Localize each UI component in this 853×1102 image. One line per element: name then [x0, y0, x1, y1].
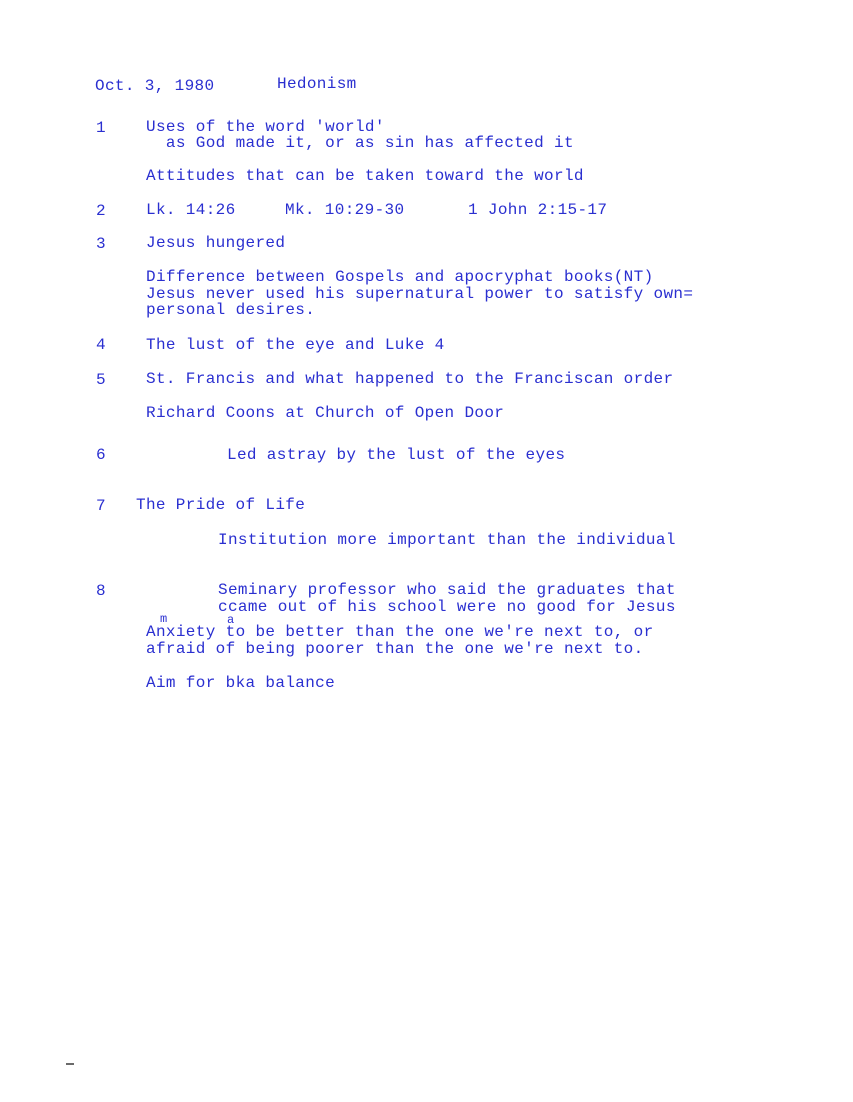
- item-1-line-2: as God made it, or as sin has affected it: [146, 134, 574, 152]
- margin-mark: [66, 1063, 74, 1065]
- item-3-line-3: Jesus never used his supernatural power to satisfy own=: [146, 285, 694, 303]
- item-number-8: 8: [96, 582, 106, 600]
- item-8-line-1: Seminary professor who said the graduates that: [218, 581, 676, 599]
- item-2-ref-2: Mk. 10:29-30: [285, 201, 405, 219]
- item-8-line-2: ccame out of his school were no good for Jesus: [218, 598, 676, 616]
- item-8-line-4: afraid of being poorer than the one we're next to.: [146, 640, 644, 658]
- item-5-line-1: St. Francis and what happened to the Franciscan order: [146, 370, 674, 388]
- item-2-ref-3: 1 John 2:15-17: [468, 201, 608, 219]
- item-3-line-2: Difference between Gospels and apocryphat books(NT): [146, 268, 654, 286]
- item-number-1: 1: [96, 119, 106, 137]
- item-8-line-5: Aim for bka balance: [146, 674, 336, 692]
- item-7-line-1: The Pride of Life: [136, 496, 306, 514]
- item-6-line-1: Led astray by the lust of the eyes: [227, 446, 566, 464]
- item-8-line-3: Anxiety to be better than the one we're next to, or: [146, 623, 654, 641]
- item-number-5: 5: [96, 371, 106, 389]
- overstrike-m: m: [160, 612, 168, 626]
- item-1-line-3: Attitudes that can be taken toward the world: [146, 167, 584, 185]
- item-4-line-1: The lust of the eye and Luke 4: [146, 336, 445, 354]
- item-number-6: 6: [96, 446, 106, 464]
- overstrike-a: a: [227, 613, 235, 627]
- item-1-line-1: Uses of the word 'world': [146, 118, 385, 136]
- item-3-line-1: Jesus hungered: [146, 234, 286, 252]
- header-title: Hedonism: [277, 75, 357, 93]
- header-date: Oct. 3, 1980: [95, 77, 215, 95]
- item-7-line-2: Institution more important than the individual: [218, 531, 676, 549]
- item-number-2: 2: [96, 202, 106, 220]
- item-number-3: 3: [96, 235, 106, 253]
- item-number-7: 7: [96, 497, 106, 515]
- item-number-4: 4: [96, 336, 106, 354]
- item-3-line-4: personal desires.: [146, 301, 316, 319]
- item-2-ref-1: Lk. 14:26: [146, 201, 236, 219]
- item-5-line-2: Richard Coons at Church of Open Door: [146, 404, 505, 422]
